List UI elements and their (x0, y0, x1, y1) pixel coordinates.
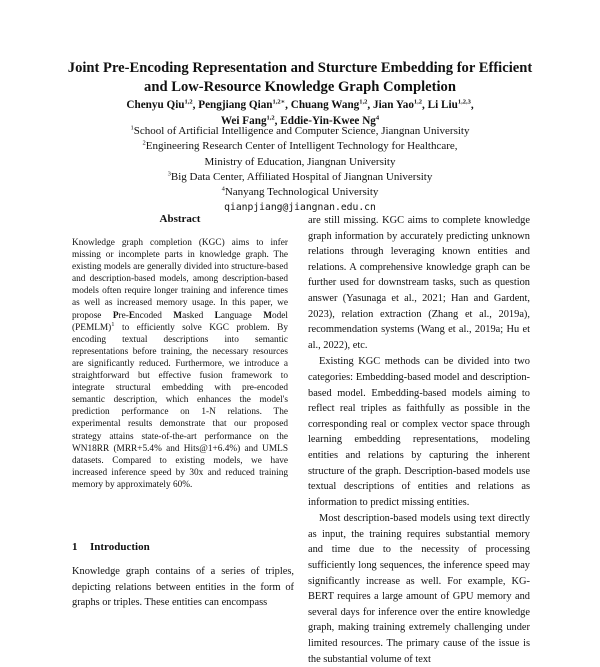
title-line-2: and Low-Resource Knowledge Graph Completion (144, 79, 456, 95)
contact-email[interactable]: qianpjiang@jiangnan.edu.cn (224, 202, 376, 214)
author-name: Pengjiang Qian (198, 99, 273, 111)
right-paragraph-2: Existing KGC methods can be divided into two categories: Embedding-based model and description-based model. Embedding-based models aiming to reflect real triples as faithfully as possible in the corresponding real or complex vector space through learning embedding representations, modeling entities and relations by capturing the inherent structure of the graph. Description-based models use textual descriptions of entities and relations as information to predict missing entities. (308, 356, 530, 508)
author-line-1: Chenyu Qiu$^{1,2}$, Pengjiang Qian$^{1,2∗}$, Chuang Wang$^{1,2}$, Jian Yao$^{1,2}$, Li Liu$^{1,2,3}$, (126, 98, 474, 111)
author-affil-mark: 4 (375, 114, 380, 122)
affiliation-1: $^1$School of Artificial Intelligence and Computer Science, Jiangnan University (130, 124, 470, 137)
title-line-1: Joint Pre-Encoding Representation and Sturcture Embedding for Efficient (67, 60, 533, 76)
author-line-2: Wei Fang$^{1,2}$, Eddie-Yin-Kwee Ng$^4$ (220, 114, 380, 127)
author-name: Wei Fang (220, 115, 267, 127)
right-column (308, 213, 530, 667)
affiliation-4: $^4$Nanyang Technological University (221, 185, 379, 199)
paper-title (30, 59, 570, 97)
author-affil-mark: 1,2 (266, 114, 275, 122)
author-name: Chenyu Qiu (126, 99, 185, 111)
abstract-paragraph: Knowledge graph completion (KGC) aims to infer missing or incomplete parts in knowledge graph. The existing models are generally divided into structure-based and description-based models, among description-based models often require longer training and inference times as well as increased memory usage. In this paper, we propose Pre-Encoded Masked Language Model (PEMLM)$^1$ to efficiently solve KGC problem. By encoding textual descriptions into semantic representations before training, the necessary resources are significantly reduced. Furthermore, we introduce a straightforward but effective fusion framework to integrate structural embedding with pre-encoded semantic description, which enhances the model's prediction performance on 1-N relations. The experimental results demonstrate that our proposed strategy attains state-of-the-art performance on the WN18RR (MRR+5.4% and Hits@1+6.4%) and UMLS datasets. Compared to existing models, we have increased inference speed by 30x and reduced training memory by approximately 60%. (72, 238, 288, 490)
affiliation-3: $^3$Big Data Center, Affiliated Hospital of Jiangnan University (167, 170, 433, 183)
abstract-heading: Abstract (159, 213, 201, 225)
author-name: Chuang Wang (290, 99, 360, 111)
section-heading-introduction (72, 541, 302, 553)
introduction-body (72, 564, 294, 611)
author-affil-mark: 1,2,3 (457, 98, 471, 106)
affiliation-2-cont: Ministry of Education, Jiangnan University (204, 155, 396, 168)
right-paragraph-1: are still missing. KGC aims to complete knowledge graph information by accurately predicting unknown relations through leveraging known entities and relations. A comprehensive knowledge graph can be further used for downstream tasks, such as question answer (Yasunaga et al., 2021; Han and Gardent, 2023), relation extraction (Zhang et al., 2019a), recommendation systems (Wang et al., 2019a; Hu et al., 2022), etc. (308, 215, 530, 351)
intro-paragraph: Knowledge graph contains of a series of triples, depicting relations between entities in the form of graphs or triples. These entities can encompass (72, 566, 294, 609)
right-paragraph-3: Most description-based models using text directly as input, the training requires substantial memory and time due to the necessity of processing sufficiently long sequences, the inference speed may significantly increase as well. For example, KG-BERT requires a large amount of GPU memory and several days for inference over the entire knowledge graph, making training extremely challenging under limited resources. The primary cause of the issue is the substantial volume of text (308, 513, 530, 665)
footnote-mark[interactable]: 1 (111, 320, 115, 328)
author-name: Li Liu (427, 99, 458, 111)
affiliation-2: $^2$Engineering Research Center of Intelligent Technology for Healthcare, (142, 139, 458, 153)
author-affil-mark: 1,2 (184, 98, 193, 106)
author-name: Jian Yao (372, 99, 414, 111)
section-number: 1 (72, 541, 78, 553)
section-title: Introduction (90, 541, 150, 553)
affiliation-list (30, 124, 570, 216)
author-affil-mark: 1,2 (413, 98, 423, 106)
author-name: Eddie-Yin-Kwee Ng (280, 115, 376, 127)
abstract-body (72, 237, 288, 491)
author-affil-mark: 1,2∗ (272, 98, 286, 106)
author-affil-mark: 1,2 (359, 98, 368, 106)
